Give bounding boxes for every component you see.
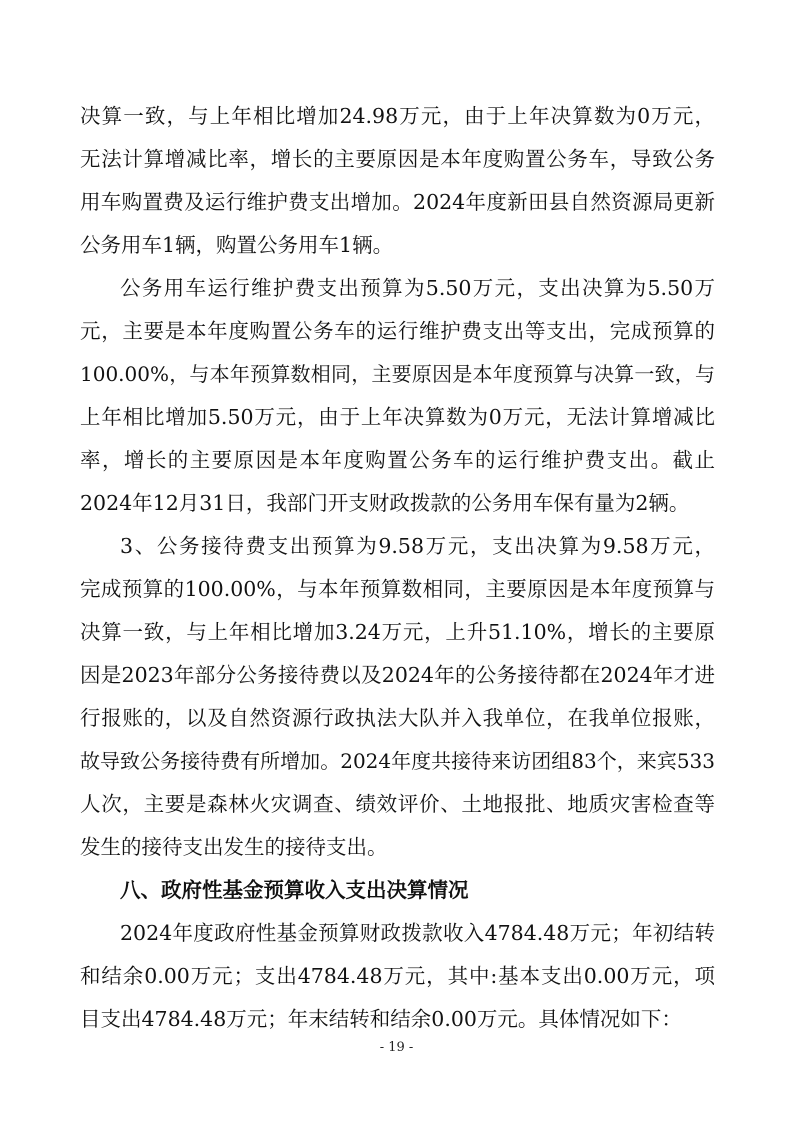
body-text-line: 100.00%，与本年预算数相同，主要原因是本年度预算与决算一致，与 [80, 362, 715, 386]
body-text-line: 故导致公务接待费有所增加。2024年度共接待来访团组83个，来宾533 [80, 749, 715, 773]
body-text-line: 2024年12月31日，我部门开支财政拨款的公务用车保有量为2辆。 [80, 491, 690, 515]
paragraph-first-line: 公务用车运行维护费支出预算为5.50万元，支出决算为5.50万 [120, 276, 715, 300]
section-heading: 八、政府性基金预算收入支出决算情况 [120, 878, 469, 902]
body-text-line: 完成预算的100.00%，与本年预算数相同，主要原因是本年度预算与 [80, 577, 715, 601]
body-text-line: 上年相比增加5.50万元，由于上年决算数为0万元，无法计算增减比 [80, 405, 715, 429]
body-text-line: 发生的接待支出发生的接待支出。 [80, 835, 388, 859]
page-number: - 19 - [379, 1040, 414, 1055]
body-text-line: 行报账的，以及自然资源行政执法大队并入我单位，在我单位报账， [80, 706, 715, 730]
paragraph-first-line: 2024年度政府性基金预算财政拨款收入4784.48万元；年初结转 [120, 921, 715, 945]
body-text-line: 因是2023年部分公务接待费以及2024年的公务接待都在2024年才进 [80, 663, 715, 687]
paragraph-first-line: 3、公务接待费支出预算为9.58万元，支出决算为9.58万元， [120, 534, 715, 558]
body-text-line: 人次，主要是森林火灾调查、绩效评价、土地报批、地质灾害检查等 [80, 792, 715, 816]
body-text-line: 决算一致，与上年相比增加3.24万元，上升51.10%，增长的主要原 [80, 620, 715, 644]
body-text-line: 目支出4784.48万元；年末结转和结余0.00万元。具体情况如下： [80, 1007, 682, 1031]
body-text-line: 无法计算增减比率，增长的主要原因是本年度购置公务车，导致公务 [80, 147, 715, 171]
body-text-line: 率，增长的主要原因是本年度购置公务车的运行维护费支出。截止 [80, 448, 715, 472]
body-text-line: 公务用车1辆，购置公务用车1辆。 [80, 233, 394, 257]
body-text-line: 决算一致，与上年相比增加24.98万元，由于上年决算数为0万元， [80, 104, 715, 128]
body-text-line: 元，主要是本年度购置公务车的运行维护费支出等支出，完成预算的 [80, 319, 715, 343]
body-text-line: 用车购置费及运行维护费支出增加。2024年度新田县自然资源局更新 [80, 190, 715, 214]
body-text-line: 和结余0.00万元；支出4784.48万元，其中:基本支出0.00万元，项 [80, 964, 715, 988]
